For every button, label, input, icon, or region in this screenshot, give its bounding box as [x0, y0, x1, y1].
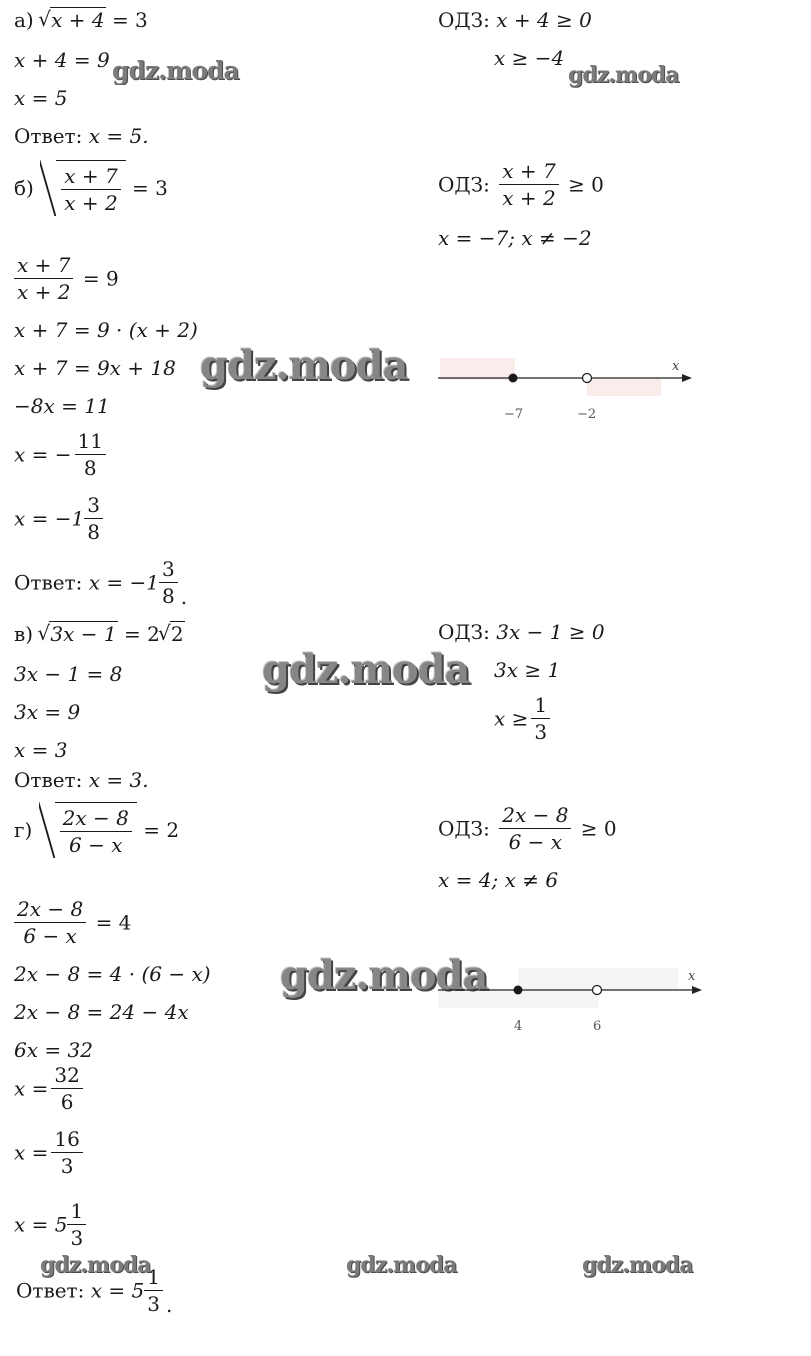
- task-b-step-1: [14, 252, 119, 305]
- fraction-numerator: 1: [531, 692, 550, 719]
- task-c-label: в): [14, 622, 34, 646]
- step-fraction: [75, 428, 106, 481]
- step-fraction: [84, 492, 103, 545]
- fraction-numerator: x + 7: [14, 252, 73, 279]
- step-rhs: = 4: [95, 910, 132, 935]
- step-fraction: [14, 896, 86, 949]
- answer-label: Ответ:: [16, 1278, 85, 1303]
- filled-point: [509, 374, 518, 383]
- task-b-radical: [40, 160, 125, 216]
- shaded-interval-left: [440, 358, 515, 380]
- step-fraction: [67, 1198, 86, 1251]
- task-c-radical: [39, 622, 117, 646]
- step-lhs: x = −: [14, 442, 72, 467]
- task-b-rhs: = 3: [132, 176, 168, 200]
- fraction-numerator: 2x − 8: [14, 896, 86, 923]
- step-fraction: [51, 1126, 82, 1179]
- task-d-step-5: [14, 1062, 86, 1115]
- task-b-equation: [14, 160, 168, 216]
- task-a-odz-result: x ≥ −4: [494, 46, 565, 70]
- answer-value: x = −1: [88, 570, 159, 595]
- watermark: gdz.moda: [200, 342, 408, 389]
- watermark: gdz.moda: [346, 1252, 457, 1278]
- fraction-denominator: 6 − x: [23, 924, 77, 948]
- task-c-odz: [438, 620, 605, 644]
- hollow-point: [583, 374, 592, 383]
- task-b-step-3: x + 7 = 9x + 18: [14, 356, 176, 380]
- fraction-denominator: 8: [161, 584, 175, 608]
- step-rhs: = 9: [82, 266, 119, 291]
- fraction-denominator: 6 − x: [69, 833, 123, 857]
- task-d-step-7: [14, 1198, 89, 1251]
- odz-condition: x + 4 ≥ 0: [496, 8, 592, 32]
- task-a-answer: [14, 124, 149, 148]
- hollow-point: [593, 986, 602, 995]
- fraction-denominator: 3: [60, 1154, 74, 1178]
- fraction-denominator: x + 2: [64, 191, 118, 215]
- step-fraction: [14, 252, 73, 305]
- fraction-denominator: x + 2: [17, 280, 71, 304]
- task-a-equation: [14, 8, 148, 32]
- filled-point: [514, 986, 523, 995]
- task-b-answer: [14, 556, 187, 609]
- fraction-denominator: 6 − x: [508, 830, 563, 854]
- task-c-answer: [14, 768, 149, 792]
- task-a-step-1: x + 4 = 9: [14, 48, 110, 72]
- odz-label: ОДЗ:: [438, 172, 490, 197]
- axis-arrow: [682, 374, 692, 382]
- task-c-rhs-radical: [160, 622, 185, 646]
- watermark: gdz.moda: [582, 1252, 693, 1278]
- task-b-fraction: [61, 163, 120, 216]
- odz-label: ОДЗ:: [438, 816, 490, 841]
- watermark: gdz.moda: [40, 1252, 151, 1278]
- task-a-radical: [40, 8, 105, 32]
- odz-fraction: [531, 692, 550, 745]
- answer-period: .: [180, 585, 188, 609]
- odz-condition: 3x − 1 ≥ 0: [496, 620, 605, 644]
- axis-arrow: [692, 986, 702, 994]
- task-c-radicand: 3x − 1: [50, 622, 117, 646]
- watermark: gdz.moda: [568, 62, 679, 88]
- task-d-equation: [14, 802, 179, 858]
- task-b-odz-result: x = −7; x ≠ −2: [438, 226, 592, 250]
- task-d-step-4: 6x = 32: [14, 1038, 93, 1062]
- fraction-numerator: x + 7: [499, 158, 558, 185]
- answer-label: Ответ:: [14, 570, 83, 595]
- tick-label: −2: [577, 407, 597, 422]
- step-lhs: x = 5: [14, 1212, 68, 1237]
- task-c-odz-step: 3x ≥ 1: [494, 658, 561, 682]
- fraction-numerator: 2x − 8: [499, 802, 571, 829]
- answer-label: Ответ:: [14, 768, 83, 792]
- fraction-numerator: 32: [51, 1062, 82, 1089]
- step-lhs: x =: [14, 1076, 49, 1101]
- task-d-step-2: 2x − 8 = 4 · (6 − x): [14, 962, 211, 986]
- shaded-interval-right: [587, 378, 661, 396]
- watermark: gdz.moda: [112, 56, 239, 85]
- step-lhs: x =: [14, 1140, 49, 1165]
- task-c-equation: [14, 622, 185, 646]
- task-a-odz: [438, 8, 592, 32]
- task-b-step-4: −8x = 11: [14, 394, 110, 418]
- task-c-odz-result: [494, 692, 553, 745]
- task-b-odz: [438, 158, 604, 211]
- fraction-denominator: 3: [147, 1292, 160, 1316]
- task-c-step-1: 3x − 1 = 8: [14, 662, 123, 686]
- task-c-rhs-radicand: 2: [170, 622, 184, 646]
- fraction-numerator: 3: [159, 556, 178, 583]
- fraction-numerator: 1: [144, 1264, 163, 1291]
- task-b-label: б): [14, 176, 34, 200]
- task-d-odz: [438, 802, 617, 855]
- fraction-numerator: x + 7: [61, 163, 120, 190]
- answer-label: Ответ:: [14, 124, 83, 148]
- task-d-fraction: [60, 805, 132, 858]
- watermark: gdz.moda: [280, 952, 488, 999]
- task-d-rhs: = 2: [143, 818, 180, 842]
- task-a-radicand: x + 4: [51, 8, 105, 32]
- answer-fraction: [159, 556, 178, 609]
- tick-label: 4: [514, 1019, 523, 1034]
- answer-value: x = 3.: [88, 768, 149, 792]
- fraction-numerator: 3: [84, 492, 103, 519]
- fraction-numerator: 16: [51, 1126, 82, 1153]
- fraction-denominator: 8: [83, 456, 97, 480]
- task-a-rhs: = 3: [111, 8, 148, 32]
- odz-label: ОДЗ:: [438, 620, 490, 644]
- task-d-step-6: [14, 1126, 86, 1179]
- fraction-denominator: x + 2: [502, 186, 556, 210]
- odz-fraction: [499, 802, 571, 855]
- odz-fraction: [499, 158, 558, 211]
- task-b-step-5: [14, 428, 109, 481]
- answer-value: x = 5: [90, 1278, 145, 1303]
- fraction-numerator: 1: [67, 1198, 86, 1225]
- axis-label: x: [672, 359, 680, 374]
- task-c-rhs: = 2: [123, 622, 160, 646]
- fraction-denominator: 8: [87, 520, 100, 544]
- task-d-step-1: [14, 896, 131, 949]
- odz-rhs: ≥ 0: [580, 816, 617, 841]
- task-d-label: г): [14, 818, 33, 842]
- task-b-step-6: [14, 492, 106, 545]
- answer-period: .: [165, 1293, 173, 1317]
- task-c-step-2: 3x = 9: [14, 700, 81, 724]
- odz-rhs: ≥ 0: [568, 172, 604, 197]
- fraction-numerator: 2x − 8: [60, 805, 132, 832]
- step-lhs: x = −1: [14, 506, 85, 531]
- fraction-denominator: 3: [534, 720, 548, 744]
- task-a-label: а): [14, 8, 34, 32]
- fraction-numerator: 11: [75, 428, 106, 455]
- answer-value: x = 5.: [88, 124, 149, 148]
- task-b-step-2: x + 7 = 9 · (x + 2): [14, 318, 198, 342]
- odz-label: ОДЗ:: [438, 8, 490, 32]
- axis-label: x: [688, 969, 696, 984]
- fraction-denominator: 6: [60, 1090, 74, 1114]
- watermark: gdz.moda: [262, 646, 470, 693]
- number-line-b: [430, 350, 700, 430]
- task-d-odz-result: x = 4; x ≠ 6: [438, 868, 559, 892]
- fraction-denominator: 3: [70, 1226, 84, 1250]
- task-a-step-2: x = 5: [14, 86, 68, 110]
- task-c-step-3: x = 3: [14, 738, 68, 762]
- tick-label: 6: [593, 1019, 602, 1034]
- tick-label: −7: [504, 407, 524, 422]
- odz-lhs: x ≥: [494, 706, 529, 731]
- task-d-step-3: 2x − 8 = 24 − 4x: [14, 1000, 189, 1024]
- step-fraction: [51, 1062, 82, 1115]
- task-d-radical: [39, 802, 137, 858]
